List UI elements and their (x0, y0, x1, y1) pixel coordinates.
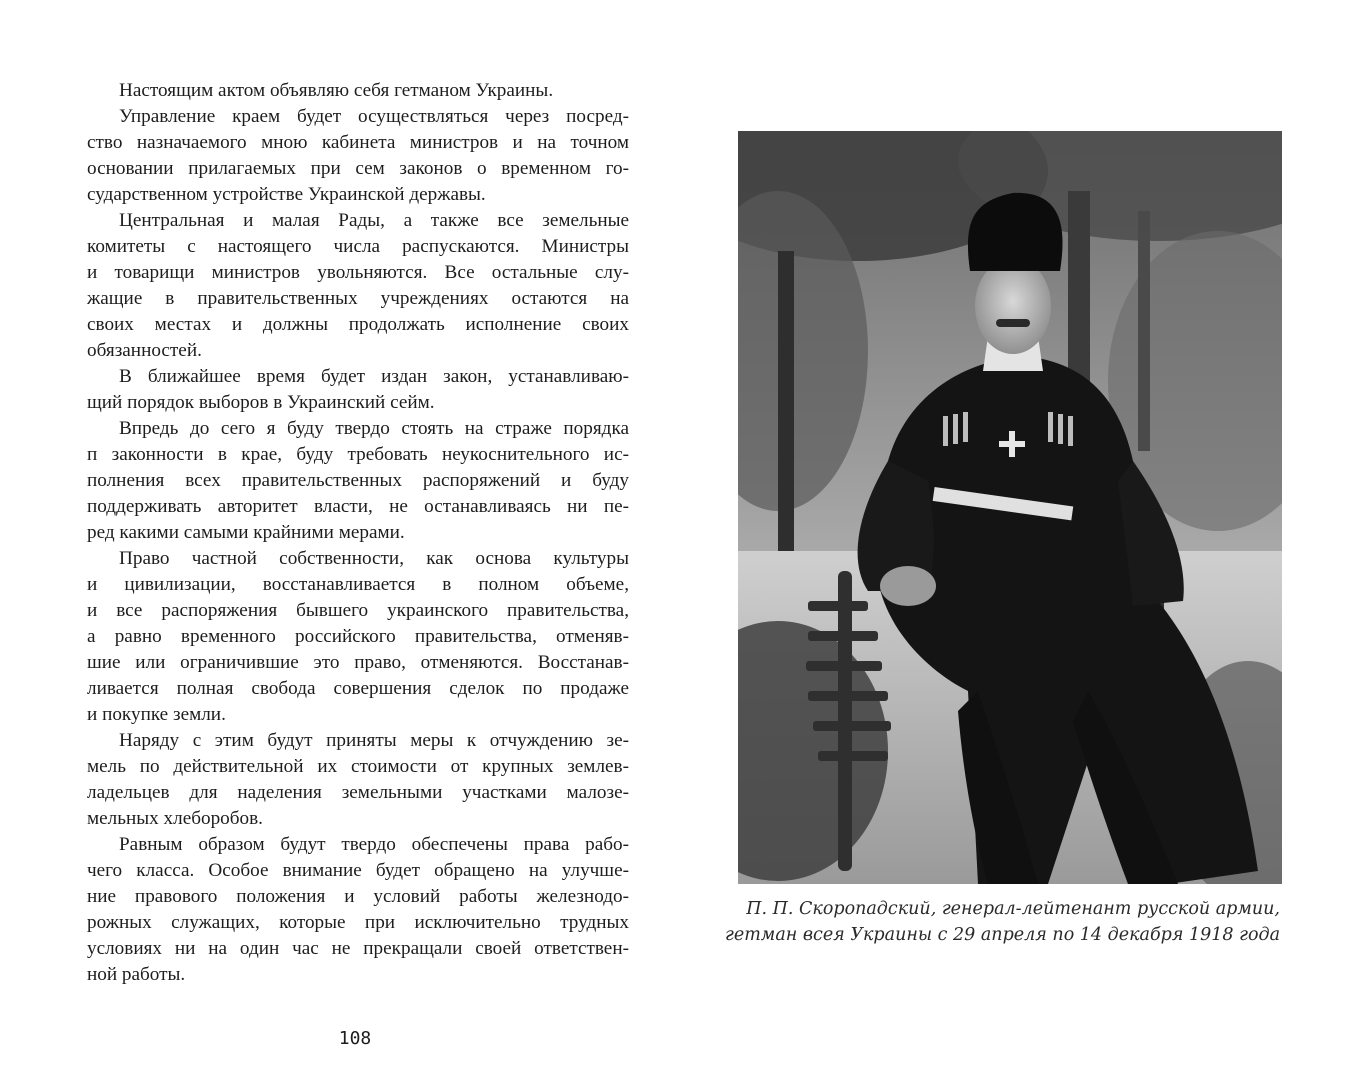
paragraph (87, 364, 629, 416)
paragraph (87, 208, 629, 364)
text-line: своих местах и должны продолжать исполнение своих (87, 314, 629, 335)
text-line: а равно временного российского правительства, отменяв- (87, 626, 629, 647)
text-line: основании прилагаемых при сем законов о временном го- (87, 158, 629, 179)
text-line: ладельцев для наделения земельными участками малозе- (87, 782, 629, 803)
text-line: щий порядок выборов в Украинский сейм. (87, 392, 435, 413)
text-line: ной работы. (87, 964, 186, 985)
text-line: мель по действительной их стоимости от крупных землев- (87, 756, 629, 777)
text-line: и покупке земли. (87, 704, 226, 725)
text-column (87, 78, 629, 988)
text-line: В ближайшее время будет издан закон, устанавливаю- (119, 366, 629, 387)
text-line: Настоящим актом объявляю себя гетманом Украины. (119, 80, 554, 101)
text-line: Центральная и малая Рады, а также все земельные (119, 210, 629, 231)
text-line: п законности в крае, буду требовать неукоснительного ис- (87, 444, 629, 465)
text-line: комитеты с настоящего числа распускаются. Министры (87, 236, 629, 257)
paragraph (87, 832, 629, 988)
text-line: Управление краем будет осуществляться через посред- (119, 106, 629, 127)
text-line: ние правового положения и условий работы железнодо- (87, 886, 629, 907)
text-line: ред какими самыми крайними мерами. (87, 522, 405, 543)
text-line: обязанностей. (87, 340, 202, 361)
text-line: условиях ни на один час не прекращали своей ответствен- (87, 938, 629, 959)
text-line: Равным образом будут твердо обеспечены права рабо- (119, 834, 629, 855)
portrait-photo (738, 131, 1282, 884)
text-line: и товарищи министров увольняются. Все остальные слу- (87, 262, 629, 283)
text-line: Наряду с этим будут приняты меры к отчуждению зе- (119, 730, 629, 751)
paragraph (87, 546, 629, 728)
text-line: полнения всех правительственных распоряжений и буду (87, 470, 629, 491)
caption-line: гетман всея Украины с 29 апреля по 14 декабря 1918 года (725, 925, 1280, 945)
text-line: Право частной собственности, как основа культуры (119, 548, 629, 569)
text-line: шие или ограничившие это право, отменяются. Восстанав- (87, 652, 629, 673)
text-line: ство назначаемого мною кабинета министров и на точном (87, 132, 629, 153)
paragraph (87, 416, 629, 546)
paragraph (87, 104, 629, 208)
text-line: рожных служащих, которые при исключительно трудных (87, 912, 629, 933)
text-line: ливается полная свобода совершения сделок по продаже (87, 678, 629, 699)
caption-line: П. П. Скоропадский, генерал-лейтенант русской армии, (746, 899, 1280, 919)
text-line: сударственном устройстве Украинской державы. (87, 184, 486, 205)
text-line: Впредь до сего я буду твердо стоять на страже порядка (119, 418, 629, 439)
portrait-photo-image (738, 131, 1282, 884)
text-line: мельных хлеборобов. (87, 808, 263, 829)
paragraph (87, 78, 629, 104)
photo-caption (690, 896, 1280, 948)
text-line: поддерживать авторитет власти, не останавливаясь ни пе- (87, 496, 629, 517)
paragraph (87, 728, 629, 832)
page-number: 108 (338, 1028, 372, 1049)
text-line: жащие в правительственных учреждениях остаются на (87, 288, 629, 309)
text-line: и все распоряжения бывшего украинского правительства, (87, 600, 629, 621)
text-line: и цивилизации, восстанавливается в полном объеме, (87, 574, 629, 595)
text-line: чего класса. Особое внимание будет обращено на улучше- (87, 860, 629, 881)
